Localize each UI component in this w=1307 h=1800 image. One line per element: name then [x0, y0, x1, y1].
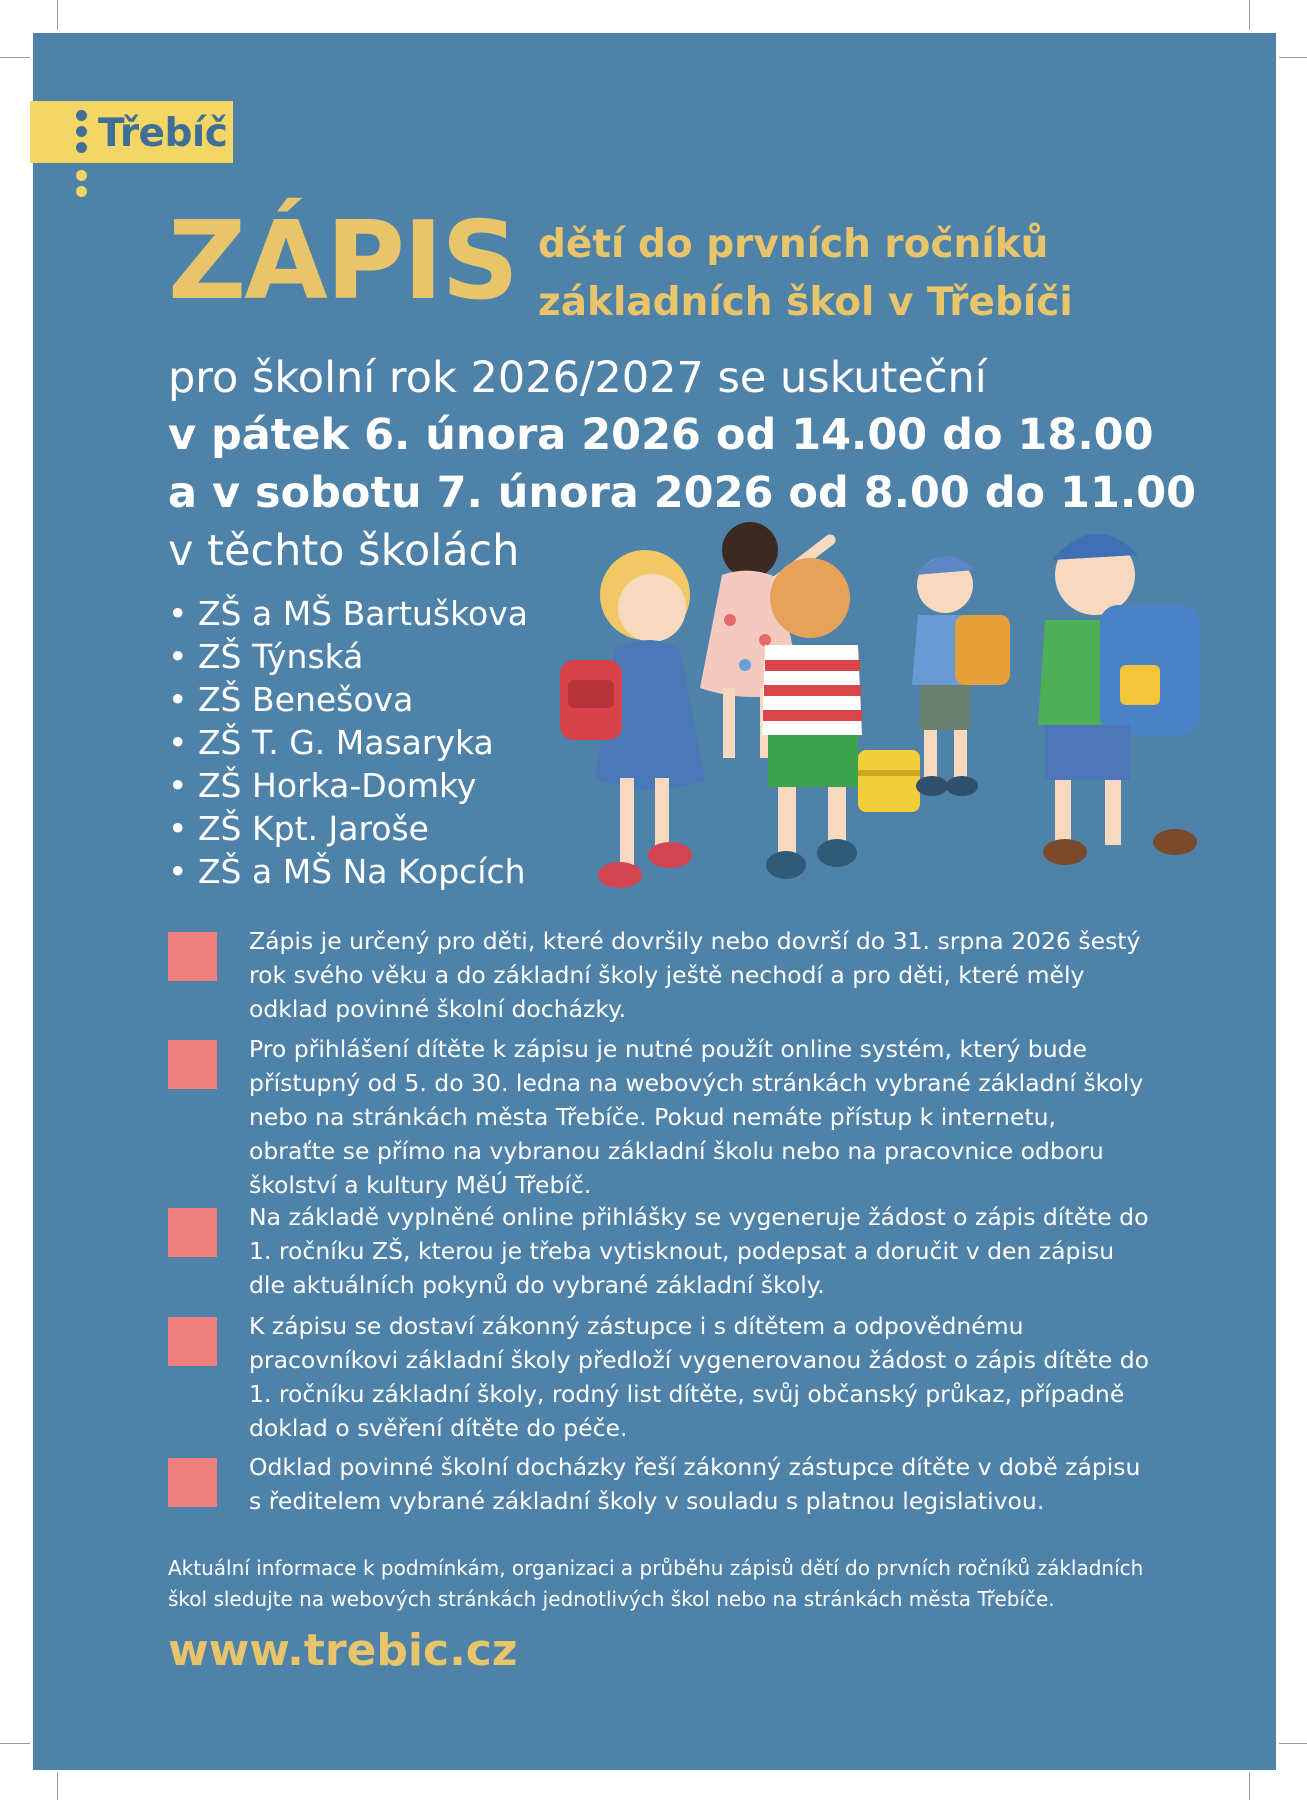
list-item: • ZŠ T. G. Masaryka — [168, 723, 494, 762]
schedule-date-saturday: a v sobotu 7. února 2026 od 8.00 do 11.00 — [168, 468, 1197, 518]
logo-dot — [76, 126, 87, 137]
boy-blue-backpack-figure — [1038, 534, 1200, 865]
pink-square-bullet — [168, 932, 217, 981]
crop-mark — [1279, 1743, 1307, 1744]
boy-striped-figure — [762, 558, 920, 879]
crop-mark — [1249, 0, 1250, 30]
crop-mark — [57, 1772, 58, 1800]
pink-square-bullet — [168, 1208, 217, 1257]
boy-cap-figure — [912, 556, 1010, 796]
info-text: Odklad povinné školní docházky řeší zákonný zástupce dítěte v době zápisu s ředitelem vybrané základní školy v souladu s platnou legislativou. — [249, 1453, 1141, 1515]
list-item: • ZŠ Benešova — [168, 680, 414, 719]
crop-mark — [0, 57, 30, 58]
subtitle — [538, 216, 1073, 332]
list-item: • ZŠ a MŠ Na Kopcích — [168, 852, 526, 891]
list-item: • ZŠ Horka-Domky — [168, 766, 477, 805]
crop-mark — [0, 1743, 30, 1744]
crop-mark — [57, 0, 58, 30]
pink-square-bullet — [168, 1317, 217, 1366]
school-list — [168, 592, 528, 893]
info-text: K zápisu se dostaví zákonný zástupce i s dítětem a odpovědnému pracovníkovi základní školy předloží vygenerovanou žádost o zápis dítěte do 1. ročníku základní školy, rodný list dítěte, svůj občanský průkaz, případně doklad o svěření dítěte do péče. — [249, 1312, 1149, 1442]
list-item: • ZŠ Týnská — [168, 637, 364, 676]
schools-label: v těchto školách — [168, 526, 520, 576]
children-illustration — [540, 520, 1230, 940]
website-link[interactable]: www.trebic.cz — [168, 1625, 518, 1676]
logo-dot — [76, 170, 87, 181]
crop-mark — [1279, 57, 1307, 58]
logo-dot — [76, 110, 87, 121]
pink-square-bullet — [168, 1040, 217, 1089]
page-title: ZÁPIS — [168, 199, 518, 324]
info-text: Na základě vyplněné online přihlášky se vygeneruje žádost o zápis dítěte do 1. ročníku ZŠ, kterou je třeba vytisknout, podepsat a doručit v den zápisu dle aktuálních pokynů do vybrané základní školy. — [249, 1203, 1149, 1299]
girl-blonde-figure — [560, 550, 705, 888]
info-text: Zápis je určený pro děti, které dovršily nebo dovrší do 31. srpna 2026 šestý rok svého věku a do základní školy ještě nechodí a pro děti, které měly odklad povinné školní docházky. — [249, 927, 1141, 1023]
logo-text: Třebíč — [98, 111, 228, 156]
schedule-date-friday: v pátek 6. února 2026 od 14.00 do 18.00 — [168, 410, 1154, 460]
subtitle-line: základních škol v Třebíči — [538, 280, 1073, 325]
schedule-intro: pro školní rok 2026/2027 se uskuteční — [168, 353, 987, 403]
crop-mark — [1249, 1772, 1250, 1800]
footer-note: Aktuální informace k podmínkám, organizaci a průběhu zápisů dětí do prvních ročníků základních škol sledujte na webových stránkách jednotlivých škol nebo na stránkách města Třebíče. — [168, 1556, 1144, 1611]
logo-dot — [76, 186, 87, 197]
pink-square-bullet — [168, 1458, 217, 1507]
subtitle-line: dětí do prvních ročníků — [538, 222, 1049, 267]
logo-dot — [76, 142, 87, 153]
list-item: • ZŠ Kpt. Jaroše — [168, 809, 429, 848]
list-item: • ZŠ a MŠ Bartuškova — [168, 594, 528, 633]
info-text: Pro přihlášení dítěte k zápisu je nutné použít online systém, který bude přístupný od 5. do 30. ledna na webových stránkách vybrané základní školy nebo na stránkách města Třebíče. Pokud nemáte přístup k internetu, obraťte se přímo na vybranou základní školu nebo na pracovnice odboru školství a kultury MěÚ Třebíč. — [249, 1035, 1144, 1199]
